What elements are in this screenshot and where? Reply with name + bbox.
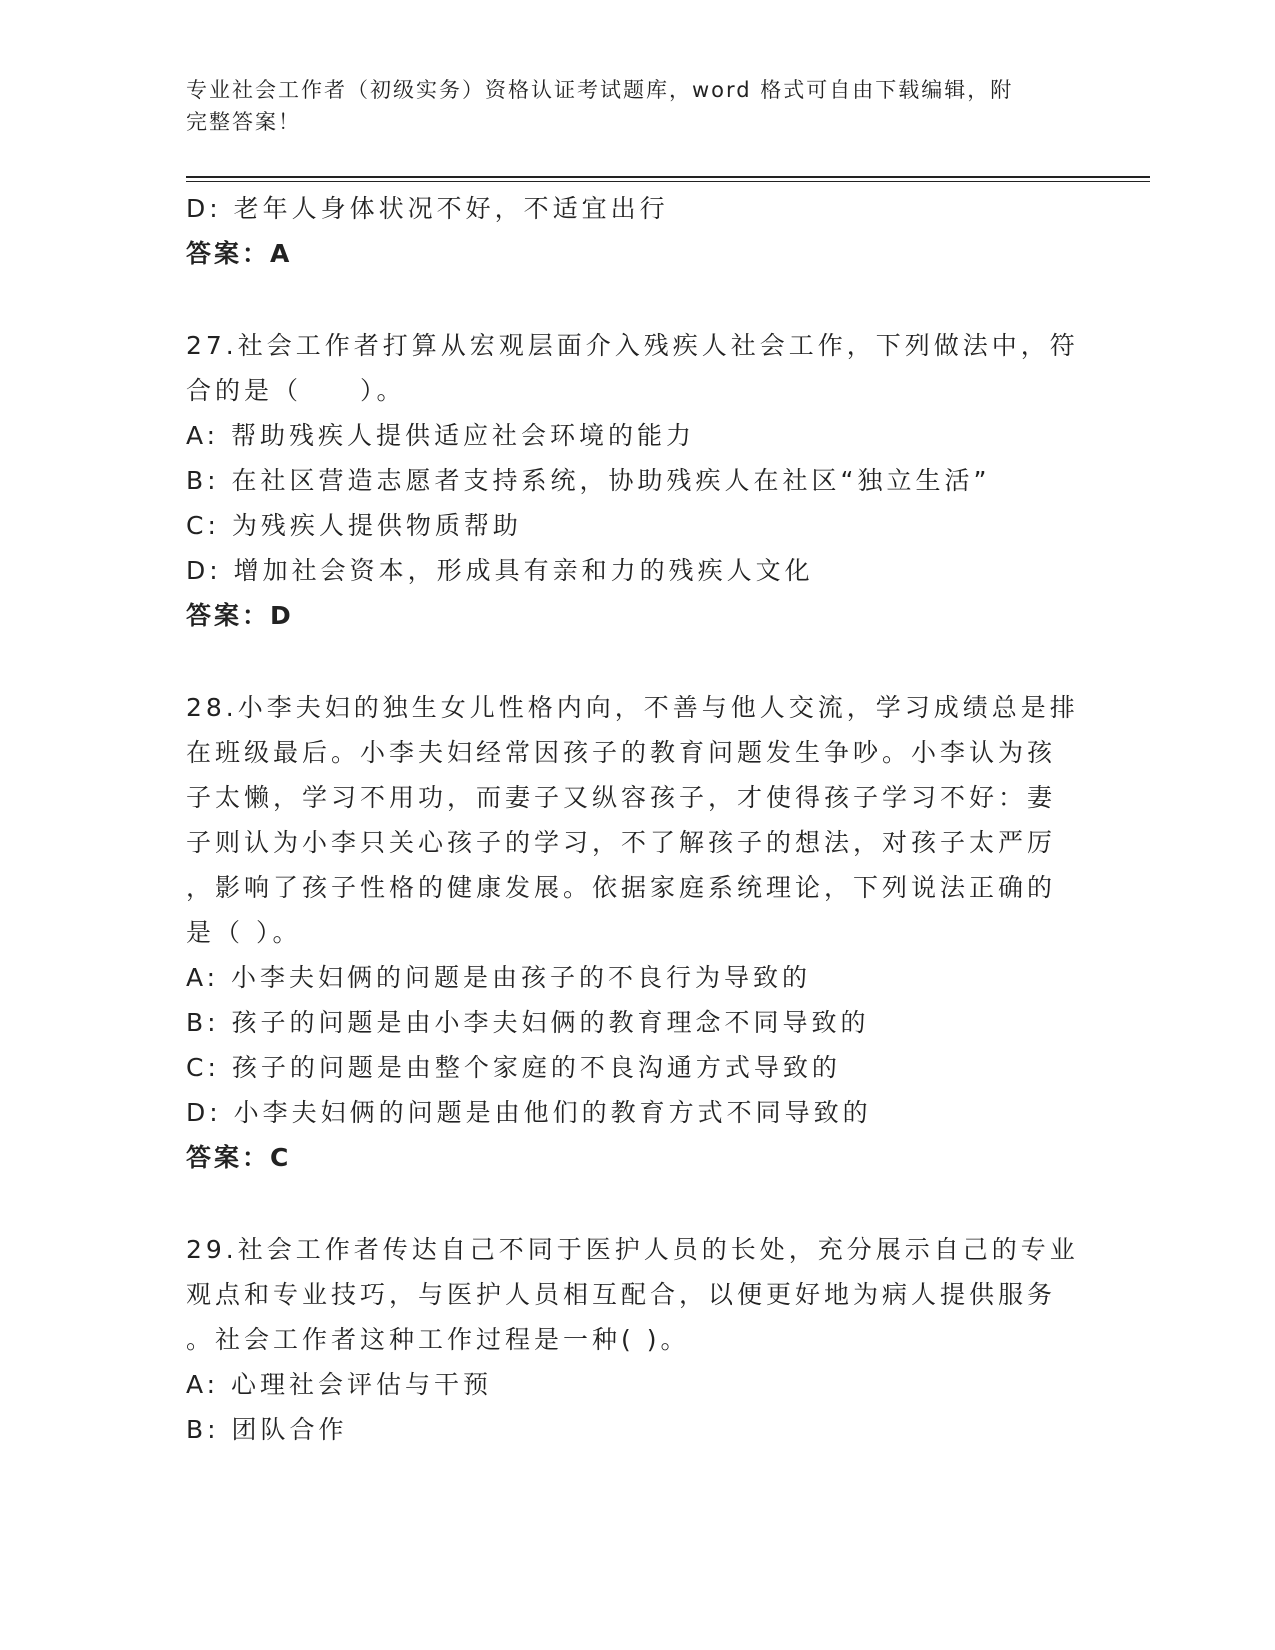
spacer: [186, 1180, 1076, 1227]
question-stem: 是（ ）。: [186, 918, 302, 947]
answer-line: 答案：C: [186, 1143, 292, 1172]
question-stem: 子则认为小李只关心孩子的学习，不了解孩子的想法，对孩子太严厉: [186, 828, 1057, 857]
option-d: D: 老年人身体状况不好，不适宜出行: [186, 194, 669, 223]
header-line-2: 完整答案！: [186, 110, 301, 134]
option-a: A: 心理社会评估与干预: [186, 1370, 493, 1399]
question-content: [186, 186, 1079, 1452]
answer-line: 答案：D: [186, 601, 294, 630]
option-a: A: 小李夫妇俩的问题是由孩子的不良行为导致的: [186, 963, 812, 992]
question-stem: 观点和专业技巧，与医护人员相互配合，以便更好地为病人提供服务: [186, 1280, 1057, 1309]
question-stem: 28.小李夫妇的独生女儿性格内向，不善与他人交流，学习成绩总是排: [186, 693, 1079, 722]
option-d: D: 增加社会资本，形成具有亲和力的残疾人文化: [186, 556, 814, 585]
question-stem: 子太懒，学习不用功，而妻子又纵容孩子，才使得孩子学习不好：妻: [186, 783, 1057, 812]
option-c: C: 为残疾人提供物质帮助: [186, 511, 522, 540]
question-stem: 。社会工作者这种工作过程是一种( )。: [186, 1325, 690, 1354]
option-b: B: 在社区营造志愿者支持系统，协助残疾人在社区“独立生活”: [186, 466, 991, 495]
question-29: [186, 1227, 1079, 1452]
option-b: B: 团队合作: [186, 1415, 348, 1444]
question-stem: 27.社会工作者打算从宏观层面介入残疾人社会工作，下列做法中，符: [186, 331, 1079, 360]
answer-line: 答案：A: [186, 239, 293, 268]
header-divider-thin: [186, 181, 1150, 182]
header-divider: [186, 176, 1150, 178]
option-a: A: 帮助残疾人提供适应社会环境的能力: [186, 421, 696, 450]
question-27: [186, 323, 1079, 638]
option-d: D: 小李夫妇俩的问题是由他们的教育方式不同导致的: [186, 1098, 872, 1127]
question-stem: ，影响了孩子性格的健康发展。依据家庭系统理论，下列说法正确的: [186, 873, 1057, 902]
spacer: [186, 638, 1076, 685]
question-stem: 在班级最后。小李夫妇经常因孩子的教育问题发生争吵。小李认为孩: [186, 738, 1057, 767]
spacer: [186, 276, 1076, 323]
question-stem: 29.社会工作者传达自己不同于医护人员的长处，充分展示自己的专业: [186, 1235, 1079, 1264]
question-stem: 合的是（ ）。: [186, 376, 406, 405]
page-header: [186, 74, 1066, 138]
question-28: [186, 685, 1079, 1180]
header-line-1: 专业社会工作者（初级实务）资格认证考试题库，word 格式可自由下载编辑，附: [186, 78, 1014, 102]
option-b: B: 孩子的问题是由小李夫妇俩的教育理念不同导致的: [186, 1008, 870, 1037]
option-c: C: 孩子的问题是由整个家庭的不良沟通方式导致的: [186, 1053, 841, 1082]
